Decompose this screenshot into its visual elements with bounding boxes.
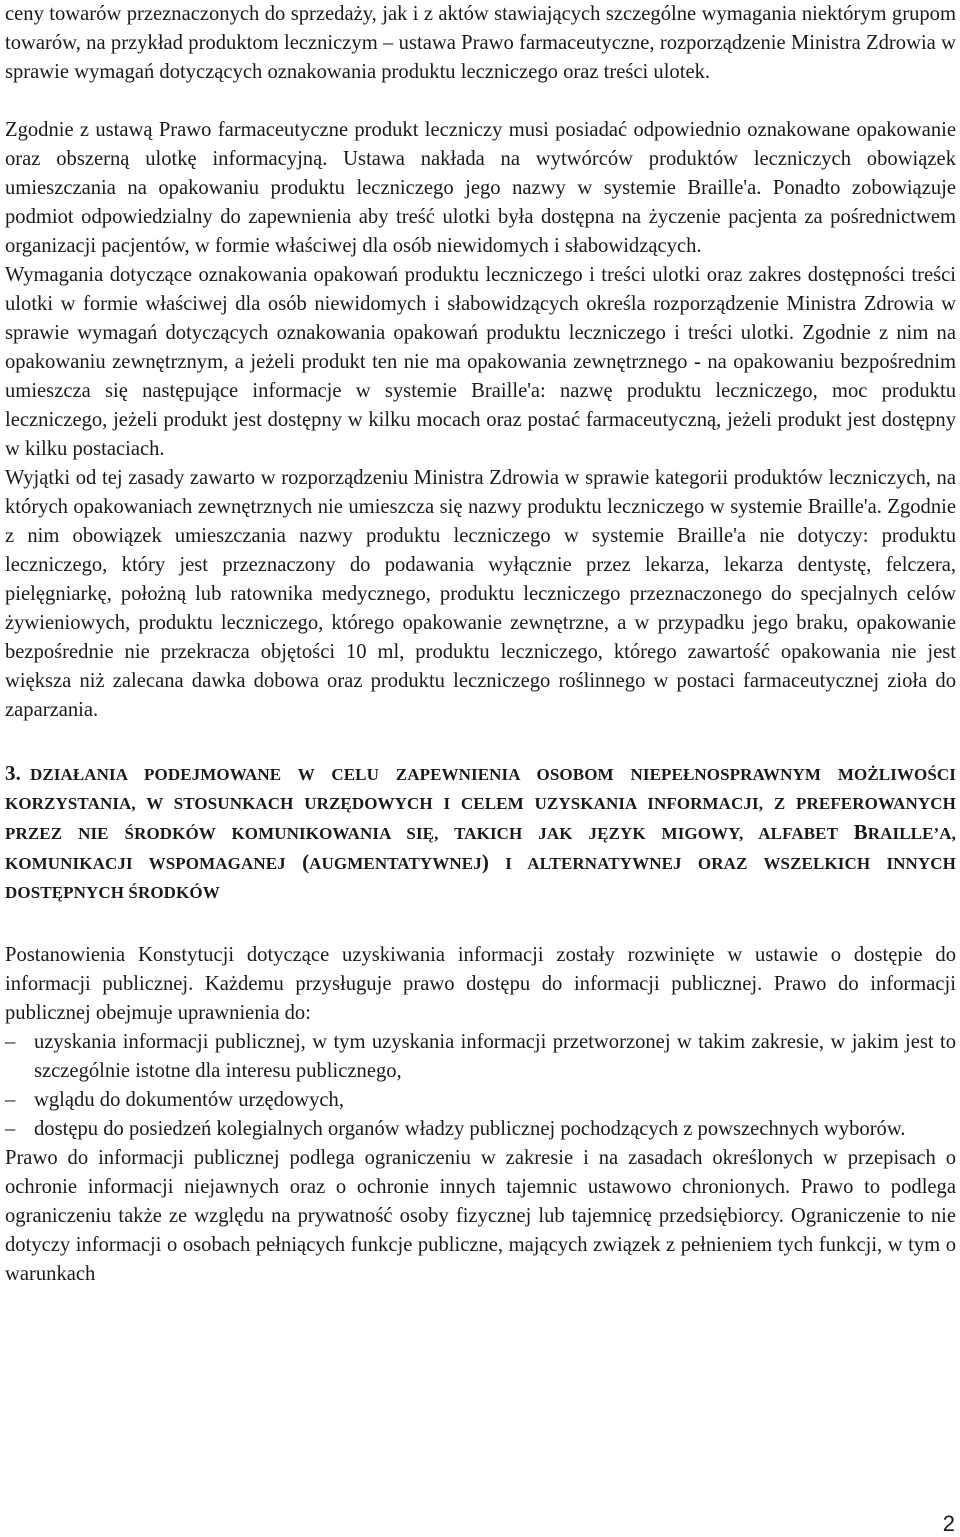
paragraph-public-info-intro: Postanowienia Konstytucji dotyczące uzyskiwania informacji zostały rozwinięte w ustawie o dostępie do informacji publicznej. Każdemu przysługuje prawo dostępu do informacji publicznej. Prawo do informacji publicznej obejmuje uprawnienia do:: [5, 944, 956, 1024]
heading-text-part4: I ALTERNATYWNEJ ORAZ WSZELKICH INNYCH DOSTĘPNYCH ŚRODKÓW: [5, 854, 957, 902]
paragraph-braille-exceptions: Wyjątki od tej zasady zawarto w rozporządzeniu Ministra Zdrowia w sprawie kategorii produktów leczniczych, na których opakowaniach zewnętrznych nie umieszcza się nazwy produktu leczniczego w systemie Braille'a. Zgodnie z nim obowiązek umieszczania nazwy produktu leczniczego w systemie Braille'a nie dotyczy: produktu leczniczego, który jest przeznaczony do podawania wyłącznie przez lekarza, lekarza dentystę, felczera, pielęgniarkę, położną lub ratownika medycznego, produktu leczniczego przeznaczonego do specjalnych celów żywieniowych, produktu leczniczego, którego opakowanie zewnętrzne, a w przypadku jego braku, opakowanie bezpośrednie nie przekracza objętości 10 ml, produktu leczniczego, którego zawartość opakowania nie jest większa niż zalecana dawka dobowa oraz produktu leczniczego roślinnego w postaci farmaceutycznej zioła do zaparzania.: [5, 467, 956, 721]
list-item: [5, 1028, 956, 1086]
list-item: [5, 1115, 956, 1144]
heading-text-part1: DZIAŁANIA PODEJMOWANE W CELU ZAPEWNIENIA OSOBOM NIEPEŁNOSPRAWNYM MOŻLIWOŚCI KORZYSTANIA, W STOSUNKACH URZĘDOWYCH I CELEM UZYSKANIA INFORMACJI, Z PREFEROWANYCH PRZEZ NIE ŚRODKÓW KOMUNIKOWANIA SIĘ, TAKICH JAK JĘZYK MIGOWY, ALFABET: [5, 765, 956, 843]
list-item-text: dostępu do posiedzeń kolegialnych organów władzy publicznej pochodzących z powszechnych wyborów.: [34, 1118, 906, 1140]
list-item-text: wglądu do dokumentów urzędowych,: [34, 1089, 344, 1111]
list-item: [5, 1086, 956, 1115]
heading-text-big-letter: B: [853, 820, 868, 844]
dash-bullet: –: [5, 1031, 16, 1053]
section-number: 3.: [5, 761, 21, 785]
list-item-text: uzyskania informacji publicznej, w tym uzyskania informacji przetworzonej w takim zakresie, w jakim jest to szczególnie istotne dla interesu publicznego,: [34, 1031, 956, 1082]
heading-paren-open: (: [302, 850, 310, 874]
document-page: [5, 0, 956, 1289]
heading-text-part3: AUGMENTATYWNEJ: [309, 854, 482, 873]
paragraph-pharma-law: Zgodnie z ustawą Prawo farmaceutyczne produkt leczniczy musi posiadać odpowiednio oznakowane opakowanie oraz obszerną ulotkę informacyjną. Ustawa nakłada na wytwórców produktów leczniczych obowiązek umieszczania na opakowaniu produktu leczniczego jego nazwy w systemie Braille'a. Ponadto zobowiązuje podmiot odpowiedzialny do zapewnienia aby treść ulotki była dostępna na życzenie pacjenta za pośrednictwem organizacji pacjentów, w formie właściwej dla osób niewidomych i słabowidzących.: [5, 119, 956, 257]
rights-list: [5, 1028, 956, 1144]
dash-bullet: –: [5, 1089, 16, 1111]
heading-text-part2: RAILLE’A, KOMUNIKACJI WSPOMAGANEJ: [5, 824, 956, 873]
section-heading: [5, 759, 956, 907]
page-number: 2: [942, 1511, 955, 1536]
paragraph-public-info-limits: Prawo do informacji publicznej podlega ograniczeniu w zakresie i na zasadach określonych w przepisach o ochronie informacji niejawnych oraz o ochronie innych tajemnic ustawowo chronionych. Prawo to podlega ograniczeniu także ze względu na prywatność osoby fizycznej lub tajemnicę przedsiębiorcy. Ograniczenie to nie dotyczy informacji o osobach pełniących funkcje publiczne, mających związek z pełnieniem tych funkcji, w tym o warunkach: [5, 1147, 956, 1285]
heading-paren-close: ): [481, 850, 489, 874]
paragraph-pharma-intro: ceny towarów przeznaczonych do sprzedaży, jak i z aktów stawiających szczególne wymagania niektórym grupom towarów, na przykład produktom leczniczym – ustawa Prawo farmaceutyczne, rozporządzenie Ministra Zdrowia w sprawie wymagań dotyczących oznakowania produktu leczniczego oraz treści ulotek.: [5, 3, 956, 83]
paragraph-labeling-requirements: Wymagania dotyczące oznakowania opakowań produktu leczniczego i treści ulotki oraz zakres dostępności treści ulotki w formie właściwej dla osób niewidomych i słabowidzących określa rozporządzenie Ministra Zdrowia w sprawie wymagań dotyczących oznakowania opakowań produktu leczniczego i treści ulotki. Zgodnie z nim na opakowaniu zewnętrznym, a jeżeli produkt ten nie ma opakowania zewnętrznego - na opakowaniu bezpośrednim umieszcza się następujące informacje w systemie Braille'a: nazwę produktu leczniczego, moc produktu leczniczego, jeżeli produkt jest dostępny w kilku mocach oraz postać farmaceutyczną, jeżeli produkt jest dostępny w kilku postaciach.: [5, 264, 956, 460]
dash-bullet: –: [5, 1118, 16, 1140]
